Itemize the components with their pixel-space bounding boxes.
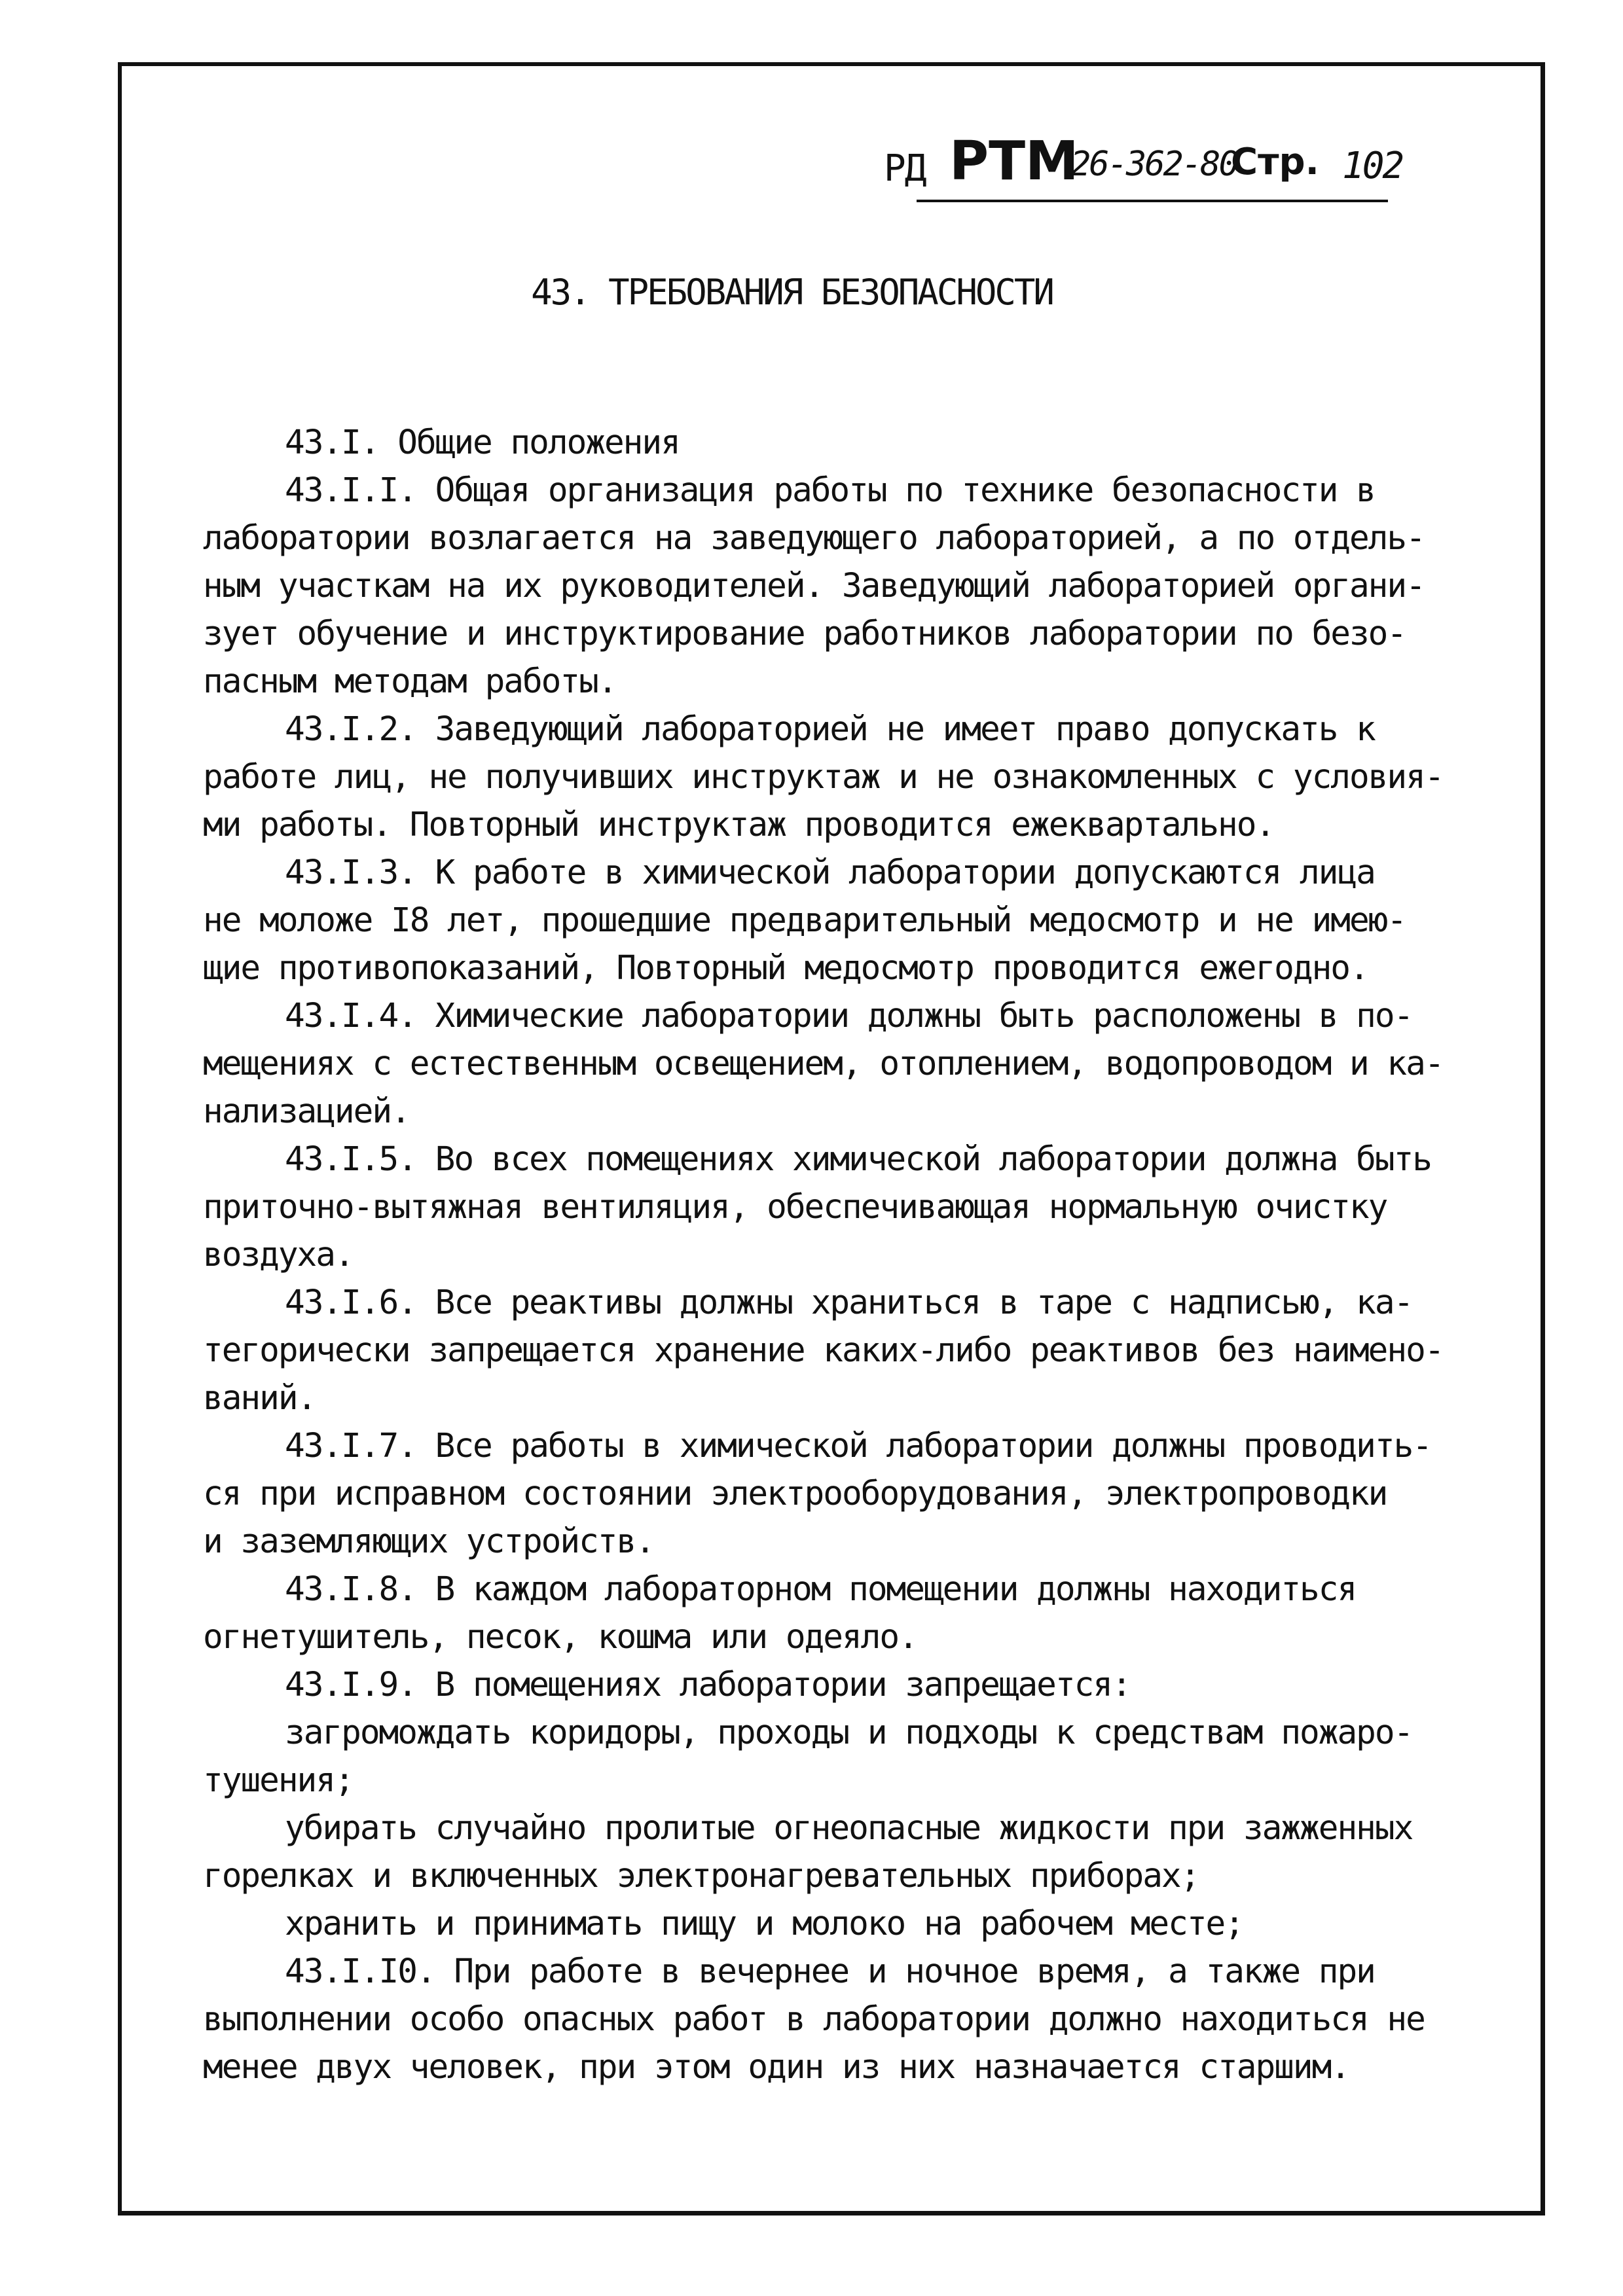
- text-line: зует обучение и инструктирование работников лаборатории по безо-: [203, 615, 1406, 653]
- text-line: ми работы. Повторный инструктаж проводится ежеквартально.: [203, 806, 1275, 844]
- text-line: 43.I.I. Общая организация работы по технике безопасности в: [285, 471, 1375, 510]
- text-line: приточно-вытяжная вентиляция, обеспечивающая нормальную очистку: [203, 1188, 1387, 1227]
- text-line: 43.I.2. Заведующий лабораторией не имеет право допускать к: [285, 710, 1375, 749]
- text-line: 43.I.4. Химические лаборатории должны быть расположены в по-: [285, 997, 1413, 1035]
- text-line: воздуха.: [203, 1236, 354, 1274]
- text-line: лаборатории возлагается на заведующего лабораторией, а по отдель-: [203, 519, 1425, 558]
- text-line: ся при исправном состоянии электрооборудования, электропроводки: [203, 1475, 1387, 1513]
- text-line: 43.I.I0. При работе в вечернее и ночное время, а также при: [285, 1952, 1375, 1991]
- text-line: менее двух человек, при этом один из них назначается старшим.: [203, 2048, 1349, 2087]
- text-line: и заземляющих устройств.: [203, 1522, 654, 1561]
- text-line: ваний.: [203, 1379, 316, 1418]
- text-line: убирать случайно пролитые огнеопасные жидкости при зажженных: [285, 1809, 1413, 1848]
- document-header: [884, 121, 1473, 193]
- text-line: выполнении особо опасных работ в лаборатории должно находиться не: [203, 2000, 1425, 2039]
- text-line: 43.I.3. К работе в химической лаборатории допускаются лица: [285, 853, 1375, 892]
- text-line: мещениях с естественным освещением, отоплением, водопроводом и ка-: [203, 1045, 1444, 1083]
- header-rd: РД: [884, 147, 926, 190]
- text-line: хранить и принимать пищу и молоко на рабочем месте;: [285, 1905, 1243, 1943]
- text-line: работе лиц, не получивших инструктаж и не ознакомленных с условия-: [203, 758, 1444, 797]
- text-line: горелках и включенных электронагревательных приборах;: [203, 1857, 1199, 1895]
- text-line: 43.I. Общие положения: [285, 423, 680, 462]
- text-line: тегорически запрещается хранение каких-либо реактивов без наимено-: [203, 1331, 1444, 1370]
- text-line: огнетушитель, песок, кошма или одеяло.: [203, 1618, 917, 1657]
- text-line: пасным методам работы.: [203, 662, 617, 701]
- text-line: не моложе I8 лет, прошедшие предварительный медосмотр и не имею-: [203, 901, 1406, 940]
- text-line: 43.I.8. В каждом лабораторном помещении должны находиться: [285, 1570, 1357, 1609]
- text-line: 43.I.5. Во всех помещениях химической лаборатории должна быть: [285, 1140, 1431, 1179]
- header-underline: [917, 200, 1388, 202]
- header-page-number: 102: [1342, 145, 1403, 187]
- header-page-label: Стр.: [1231, 141, 1319, 183]
- text-line: ным участкам на их руководителей. Заведующий лабораторией органи-: [203, 567, 1425, 605]
- text-line: загромождать коридоры, проходы и подходы к средствам пожаро-: [285, 1713, 1413, 1752]
- text-line: щие противопоказаний, Повторный медосмотр проводится ежегодно.: [203, 949, 1368, 988]
- text-line: 43.I.7. Все работы в химической лаборатории должны проводить-: [285, 1427, 1431, 1465]
- text-line: нализацией.: [203, 1092, 410, 1131]
- section-title: 43. ТРЕБОВАНИЯ БЕЗОПАСНОСТИ: [531, 272, 1053, 313]
- text-line: тушения;: [203, 1761, 354, 1800]
- text-line: 43.I.9. В помещениях лаборатории запрещается:: [285, 1666, 1131, 1704]
- document-body: [203, 419, 1532, 2091]
- header-doc-number: 26-362-80: [1070, 145, 1237, 184]
- text-line: 43.I.6. Все реактивы должны храниться в таре с надписью, ка-: [285, 1283, 1413, 1322]
- header-rtm: РТМ: [949, 130, 1079, 192]
